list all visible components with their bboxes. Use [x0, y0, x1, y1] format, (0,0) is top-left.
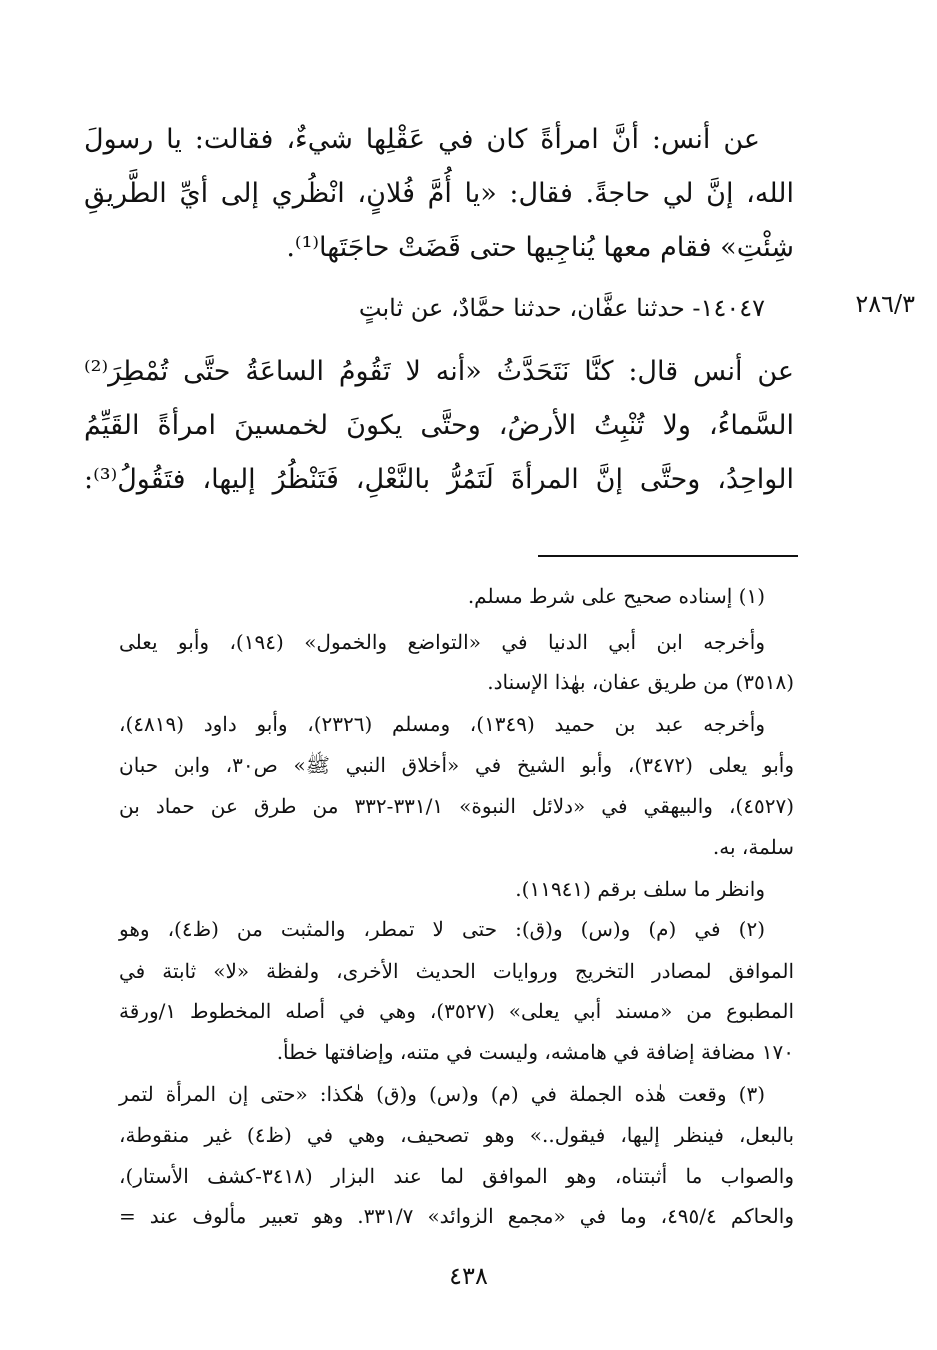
main-text-line-7: الواحِدُ، وحتَّى إنَّ المرأةَ لَتَمُرُّ بالنَّعْلِ، فَتَنْظُرُ إليها، فتَقُولُ⁽³⁾: — [84, 464, 794, 495]
margin-volume-page-reference: ٢٨٦/٣ — [855, 290, 915, 318]
footnote-line-6: (٤٥٢٧)، والبيهقي في «دلائل النبوة» ٣٣١/١-٣٣٢ من طرق عن حماد بن — [119, 794, 794, 818]
footnote-line-8: وانظر ما سلف برقم (١١٩٤١). — [515, 877, 765, 901]
main-text-line-5: عن أنس قال: كنَّا نَتَحَدَّثُ «أنه لا تَقُومُ الساعَةُ حتَّى تُمْطِرَ⁽²⁾ — [84, 356, 794, 387]
main-text-line-6: السَّماءُ، ولا تُنْبِتُ الأرضُ، وحتَّى يكونَ لخمسينَ امرأةً القَيِّمُ — [84, 410, 794, 441]
footnote-line-7: سلمة، به. — [712, 835, 794, 859]
footnote-line-16: والحاكم ٤٩٥/٤، وما في «مجمع الزوائد» ٣٣١/٧. وهو تعبير مألوف عند = — [119, 1204, 794, 1228]
footnote-line-15: والصواب ما أثبتناه، وهو الموافق لما عند البزار (٣٤١٨-كشف الأستار)، — [119, 1164, 795, 1188]
main-text-line-1: عن أنس: أنَّ امرأةً كان في عَقْلِها شيءٌ، فقالت: يا رسولَ — [84, 124, 760, 155]
footnote-line-13: (٣) وقعت هٰذه الجملة في (م) و(س) و(ق) هٰكذا: «حتى إن المرأة لتمر — [119, 1082, 765, 1106]
footnote-line-9: (٢) في (م) و(س) و(ق): حتى لا تمطر، والمثبت من (ظ٤)، وهو — [119, 917, 765, 941]
hadith-number-heading: ١٤٠٤٧- حدثنا عفَّان، حدثنا حمَّادٌ، عن ثابتٍ — [358, 294, 765, 322]
footnote-separator — [538, 555, 798, 557]
main-text-line-3: شِئْتِ» فقام معها يُناجِيها حتى قَضَتْ حاجَتَها⁽¹⁾. — [286, 232, 794, 263]
footnote-line-12: ١٧٠ مضافة إضافة في هامشه، وليست في متنه، وإضافتها خطأ. — [276, 1040, 794, 1064]
footnote-line-10: الموافق لمصادر التخريج وروايات الحديث الأخرى، ولفظة «لا» ثابتة في — [119, 959, 794, 983]
footnote-line-5: وأبو يعلى (٣٤٧٢)، وأبو الشيخ في «أخلاق النبي ﷺ» ص٣٠، وابن حبان — [119, 753, 795, 777]
footnote-line-1: (١) إسناده صحيح على شرط مسلم. — [467, 584, 765, 608]
main-text-line-2: الله، إنَّ لي حاجةً. فقال: «يا أُمَّ فُلانٍ، انْظُري إلى أيِّ الطَّريقِ — [84, 178, 794, 209]
footnote-line-14: بالبعل، فينظر إليها، فيقول..» وهو تصحيف، وهي في (ظ٤) غير منقوطة، — [119, 1123, 795, 1147]
footnote-line-2: وأخرجه ابن أبي الدنيا في «التواضع والخمول» (١٩٤)، وأبو يعلى — [119, 630, 765, 654]
page-number: ٤٣٨ — [449, 1262, 488, 1290]
footnote-line-11: المطبوع من «مسند أبي يعلى» (٣٥٢٧)، وهي في أصله المخطوط ١/ورقة — [119, 999, 795, 1023]
footnote-line-4: وأخرجه عبد بن حميد (١٣٤٩)، ومسلم (٢٣٢٦)، وأبو داود (٤٨١٩)، — [119, 712, 765, 736]
footnote-line-3: (٣٥١٨) من طريق عفان، بهٰذا الإسناد. — [487, 670, 794, 694]
